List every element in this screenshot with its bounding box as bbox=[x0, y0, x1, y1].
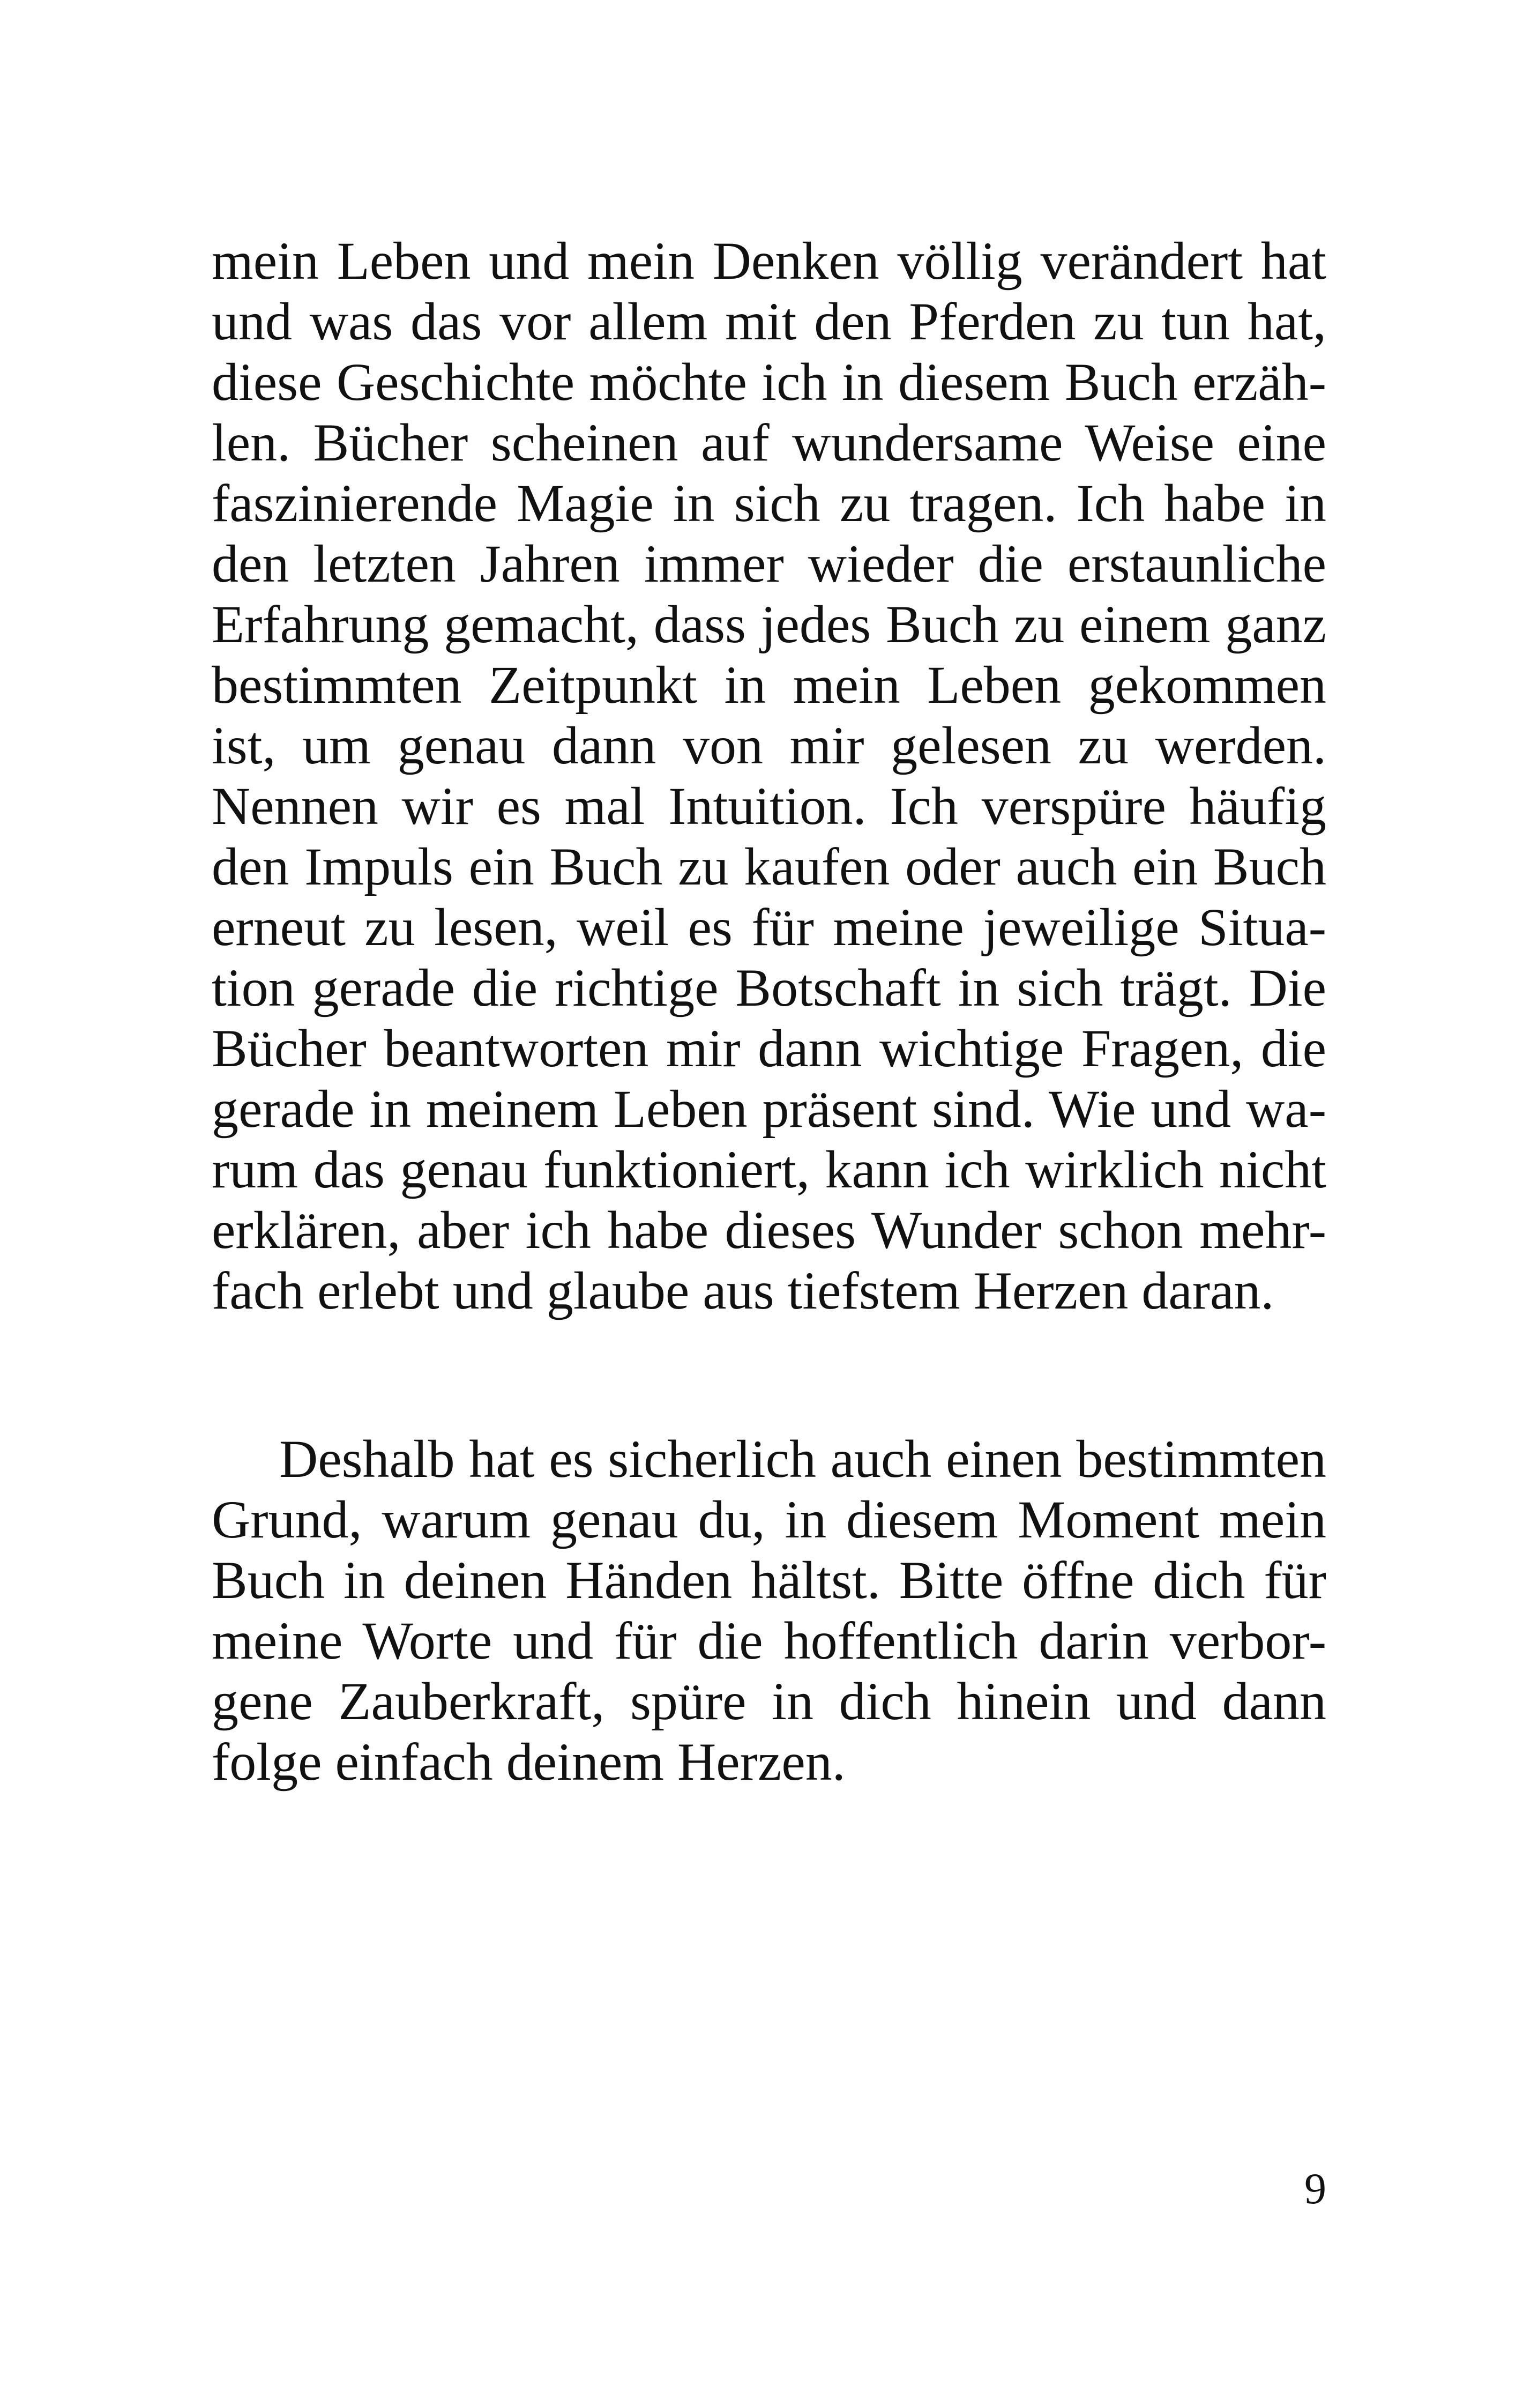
text-line: folge einfach deinem Herzen. bbox=[212, 1732, 846, 1792]
page-number: 9 bbox=[1304, 2164, 1326, 2213]
text-line: tion gerade die richtige Botschaft in sich trägt. Die bbox=[212, 958, 1326, 1017]
text-line: Bücher beantworten mir dann wichtige Fragen, die bbox=[212, 1019, 1326, 1078]
text-line: Grund, warum genau du, in diesem Moment mein bbox=[212, 1490, 1326, 1549]
text-line: fach erlebt und glaube aus tiefstem Herzen daran. bbox=[212, 1261, 1274, 1320]
text-line: erklären, aber ich habe dieses Wunder schon mehr- bbox=[212, 1200, 1326, 1260]
paragraph-1 bbox=[212, 231, 1326, 1321]
text-line: Erfahrung gemacht, dass jedes Buch zu einem ganz bbox=[212, 594, 1326, 654]
text-line: Nennen wir es mal Intuition. Ich verspüre häufig bbox=[212, 776, 1326, 836]
text-line: gene Zauberkraft, spüre in dich hinein und dann bbox=[212, 1671, 1326, 1731]
text-line: bestimmten Zeitpunkt in mein Leben gekommen bbox=[212, 655, 1326, 715]
text-line: len. Bücher scheinen auf wundersame Weise eine bbox=[212, 413, 1326, 472]
text-line: und was das vor allem mit den Pferden zu tun hat, bbox=[212, 292, 1326, 351]
text-line: erneut zu lesen, weil es für meine jeweilige Situa- bbox=[212, 897, 1326, 957]
text-line: den letzten Jahren immer wieder die erstaunliche bbox=[212, 534, 1326, 593]
text-line: Buch in deinen Händen hältst. Bitte öffne dich für bbox=[212, 1550, 1326, 1610]
paragraph-2 bbox=[212, 1429, 1326, 1792]
text-line: rum das genau funktioniert, kann ich wirklich nicht bbox=[212, 1140, 1326, 1199]
text-line: mein Leben und mein Denken völlig verändert hat bbox=[212, 231, 1326, 291]
text-line: meine Worte und für die hoffentlich darin verbor- bbox=[212, 1611, 1326, 1670]
text-line: diese Geschichte möchte ich in diesem Buch erzäh- bbox=[212, 352, 1326, 412]
text-line: Deshalb hat es sicherlich auch einen bestimmten bbox=[279, 1429, 1326, 1489]
text-line: den Impuls ein Buch zu kaufen oder auch ein Buch bbox=[212, 837, 1326, 896]
text-line: gerade in meinem Leben präsent sind. Wie und wa- bbox=[212, 1079, 1326, 1139]
text-line: ist, um genau dann von mir gelesen zu werden. bbox=[212, 716, 1326, 775]
text-line: faszinierende Magie in sich zu tragen. Ich habe in bbox=[212, 473, 1326, 533]
